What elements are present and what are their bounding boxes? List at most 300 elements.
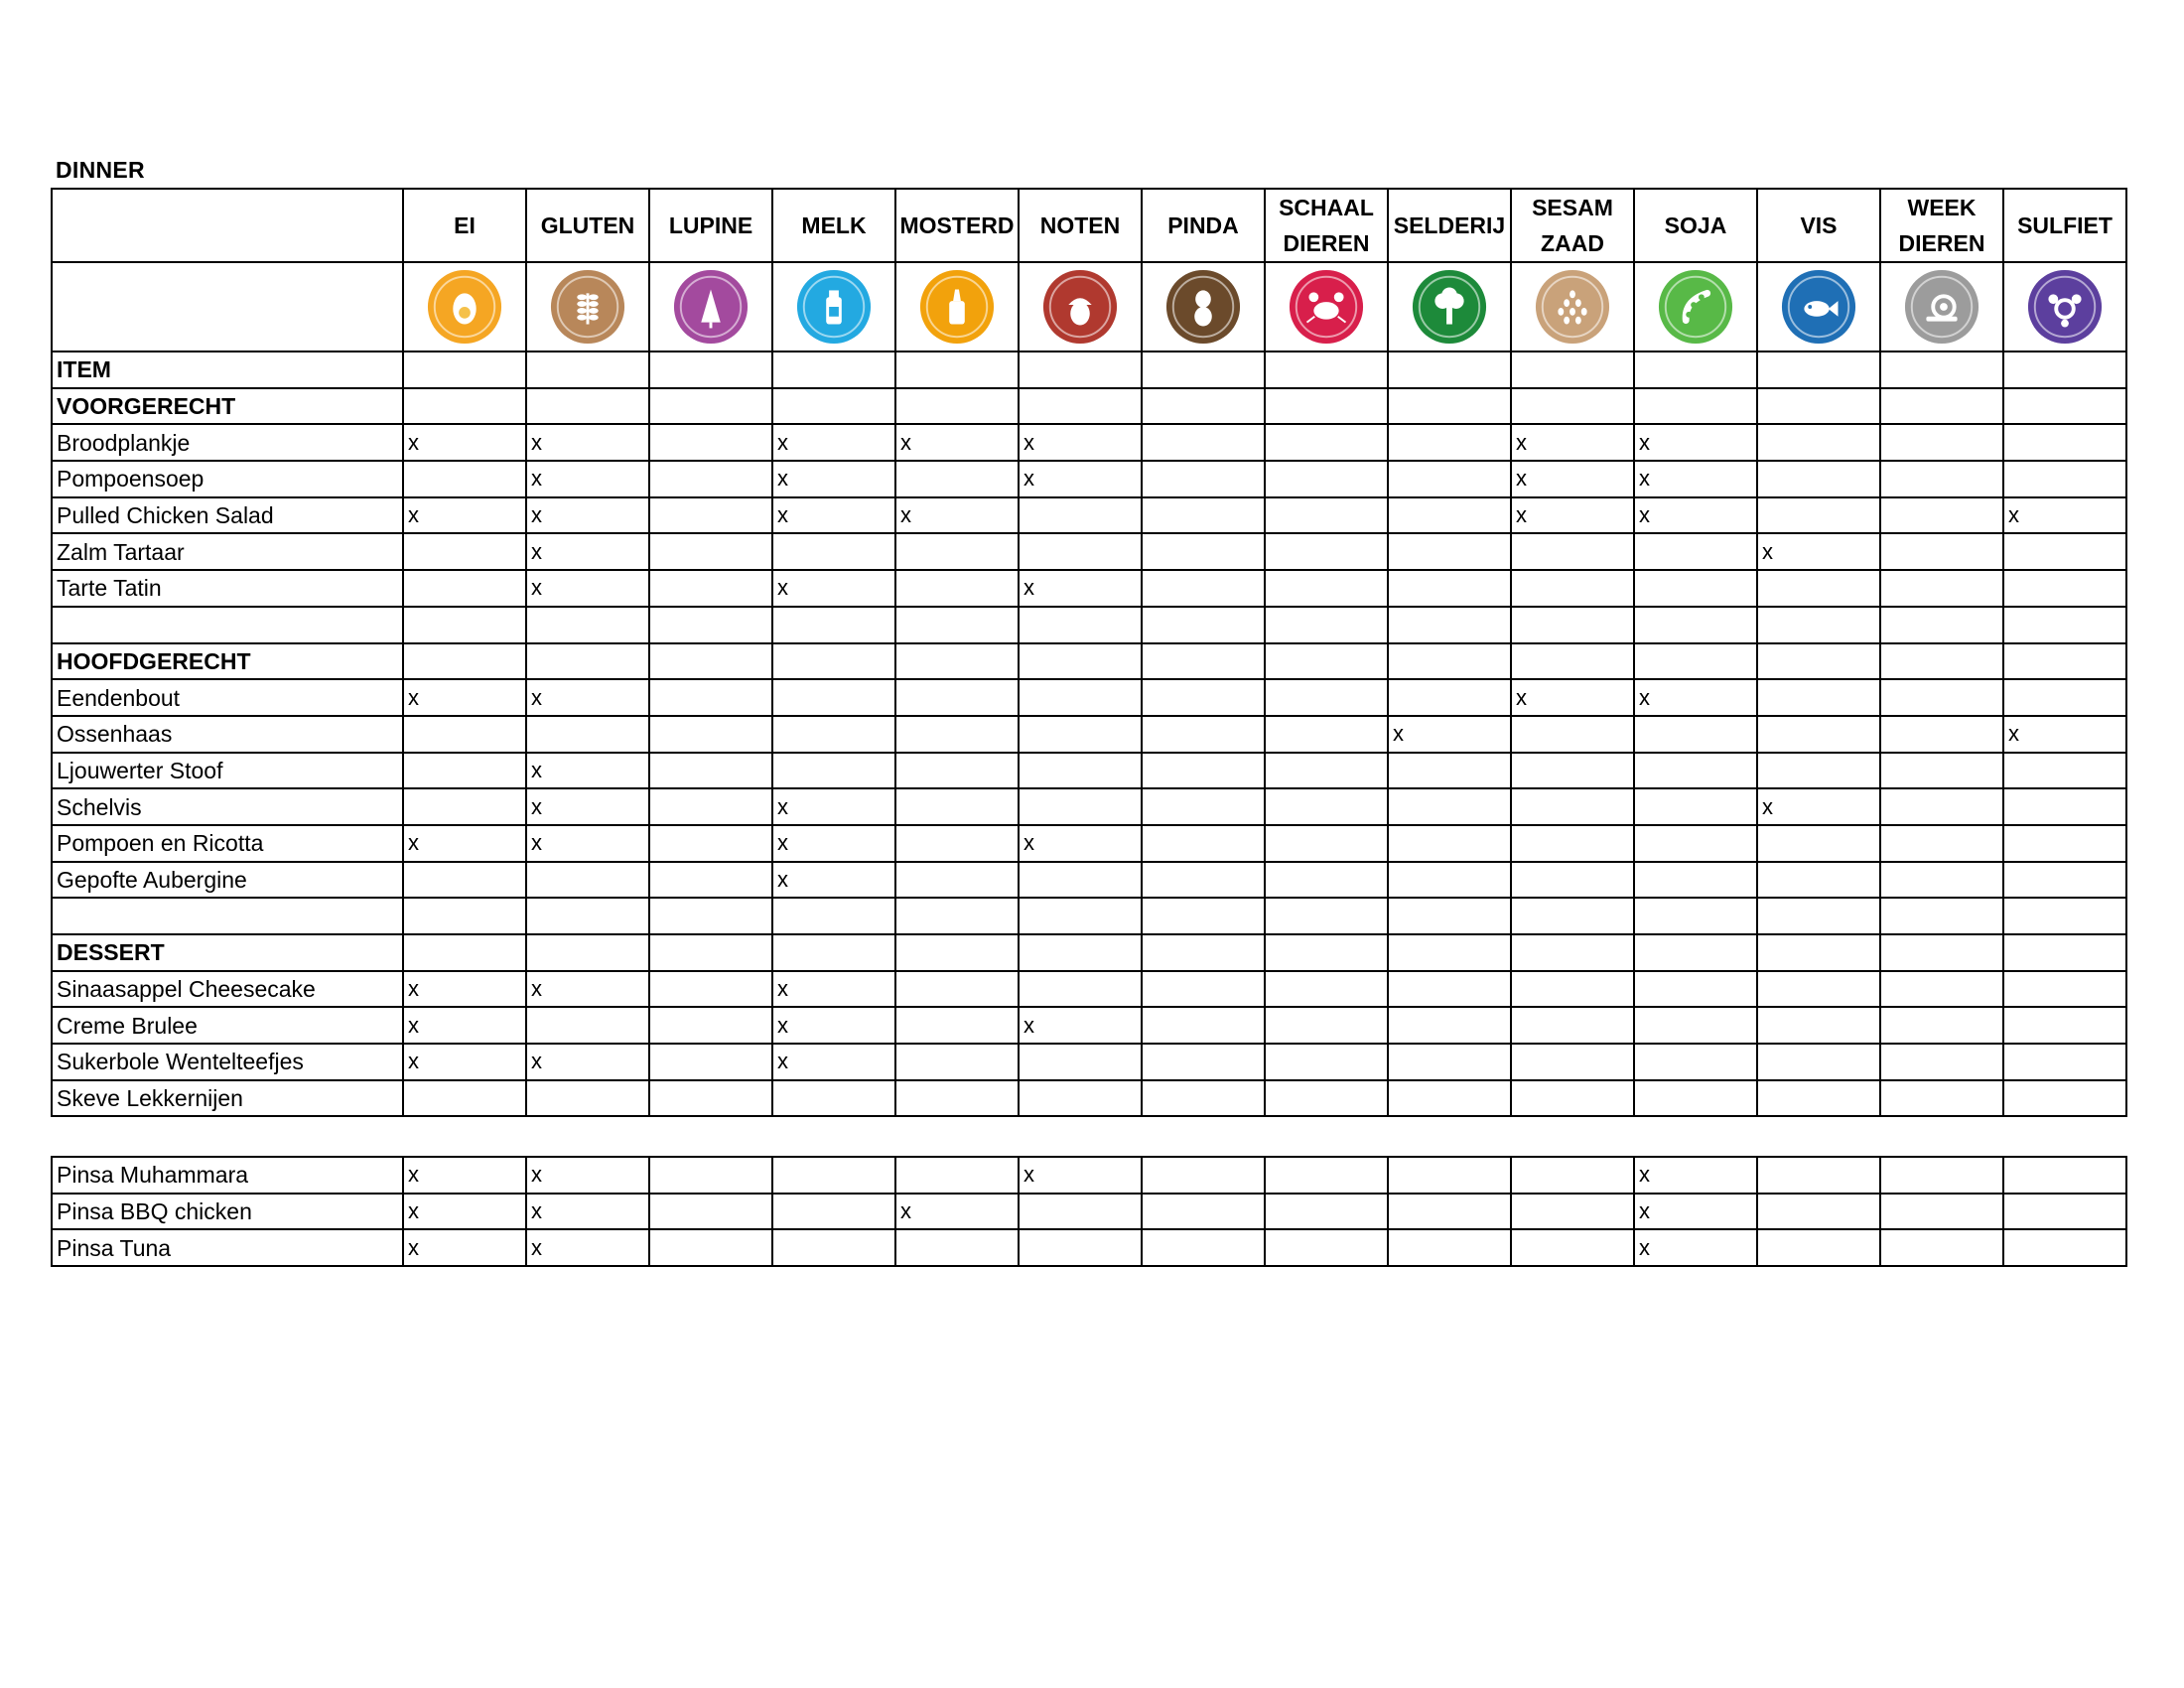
allergen-mark-cell — [526, 1007, 649, 1044]
menu-item-row — [52, 424, 2126, 461]
allergen-mark-cell — [1142, 788, 1265, 825]
crab-icon — [1288, 268, 1365, 346]
allergen-mark-cell — [1142, 424, 1265, 461]
menu-item-name: Tarte Tatin — [52, 570, 403, 607]
allergen-mark-cell: x — [526, 1157, 649, 1194]
allergen-mark-cell — [1634, 643, 1757, 680]
allergen-mark-cell — [1757, 461, 1880, 497]
allergen-mark-cell — [649, 352, 772, 388]
allergen-mark-cell — [1757, 862, 1880, 899]
allergen-mark-cell — [772, 607, 895, 643]
allergen-mark-cell — [649, 679, 772, 716]
allergen-mark-cell — [1142, 679, 1265, 716]
blank-row — [52, 607, 2126, 643]
icon-corner-cell — [52, 262, 403, 352]
allergen-mark-cell — [895, 825, 1019, 862]
allergen-mark-cell — [2003, 1194, 2126, 1230]
allergen-mark-cell — [1019, 388, 1142, 425]
allergen-header-label: SOJA — [1664, 212, 1727, 238]
allergen-mark-cell: x — [403, 424, 526, 461]
allergen-mark-cell — [1265, 1194, 1388, 1230]
allergen-mark-cell: x — [1634, 1157, 1757, 1194]
menu-item-name: Ossenhaas — [52, 716, 403, 753]
allergen-header-melk — [772, 189, 895, 262]
allergen-mark-cell — [895, 753, 1019, 789]
allergen-header-label: DIEREN — [1898, 230, 1985, 256]
allergen-mark-cell: x — [1019, 1157, 1142, 1194]
allergen-mark-cell: x — [403, 497, 526, 534]
allergen-icon-cell — [895, 262, 1019, 352]
allergen-mark-cell: x — [1511, 461, 1634, 497]
allergen-icon-cell — [1019, 262, 1142, 352]
allergen-mark-cell — [526, 898, 649, 934]
allergen-mark-cell — [649, 607, 772, 643]
allergen-mark-cell — [1880, 461, 2003, 497]
allergen-mark-cell: x — [772, 461, 895, 497]
allergen-mark-cell — [649, 1080, 772, 1117]
sulphite-molecule-icon — [2026, 268, 2104, 346]
allergen-mark-cell — [1511, 533, 1634, 570]
allergen-mark-cell — [1142, 497, 1265, 534]
allergen-mark-cell — [1634, 352, 1757, 388]
allergen-header-label: DIEREN — [1283, 230, 1370, 256]
allergen-mark-cell — [649, 788, 772, 825]
allergen-mark-cell — [649, 1007, 772, 1044]
nut-icon — [1041, 268, 1119, 346]
allergen-mark-cell — [649, 497, 772, 534]
allergen-mark-cell — [403, 461, 526, 497]
allergen-mark-cell — [772, 934, 895, 971]
allergen-mark-cell — [1265, 1007, 1388, 1044]
allergen-mark-cell — [1265, 1080, 1388, 1117]
allergen-mark-cell: x — [772, 424, 895, 461]
allergen-mark-cell — [1880, 1080, 2003, 1117]
allergen-mark-cell — [649, 1157, 772, 1194]
menu-item-row — [52, 825, 2126, 862]
section-row — [52, 388, 2126, 425]
section-heading: VOORGERECHT — [52, 388, 403, 425]
section-row — [52, 352, 2126, 388]
sesame-seeds-icon — [1534, 268, 1611, 346]
allergen-mark-cell — [1019, 934, 1142, 971]
menu-item-name: Gepofte Aubergine — [52, 862, 403, 899]
menu-item-name: Sukerbole Wentelteefjes — [52, 1044, 403, 1080]
menu-item-name — [52, 898, 403, 934]
allergen-mark-cell: x — [526, 533, 649, 570]
allergen-header-sesam-zaad — [1511, 189, 1634, 262]
allergen-mark-cell — [1265, 607, 1388, 643]
allergen-mark-cell — [649, 643, 772, 680]
allergen-header-sulfiet — [2003, 189, 2126, 262]
allergen-mark-cell — [1019, 607, 1142, 643]
allergen-mark-cell: x — [772, 1007, 895, 1044]
allergen-mark-cell — [1880, 825, 2003, 862]
allergen-icon-row — [52, 262, 2126, 352]
pinsa-items-body — [52, 1157, 2126, 1266]
allergen-icon-cell — [1634, 262, 1757, 352]
allergen-mark-cell — [1757, 497, 1880, 534]
allergen-mark-cell — [1757, 825, 1880, 862]
allergen-mark-cell — [1265, 898, 1388, 934]
allergen-header-label: MOSTERD — [899, 212, 1015, 238]
allergen-mark-cell — [1388, 862, 1511, 899]
allergen-mark-cell — [2003, 1229, 2126, 1266]
allergen-mark-cell — [1634, 971, 1757, 1008]
allergen-mark-cell — [1388, 788, 1511, 825]
allergen-mark-cell — [1880, 753, 2003, 789]
allergen-mark-cell — [895, 461, 1019, 497]
allergen-mark-cell — [1019, 1080, 1142, 1117]
menu-item-row — [52, 1007, 2126, 1044]
menu-item-row — [52, 788, 2126, 825]
allergen-mark-cell — [1388, 825, 1511, 862]
allergen-mark-cell — [1757, 898, 1880, 934]
allergen-mark-cell: x — [526, 825, 649, 862]
allergen-mark-cell: x — [403, 971, 526, 1008]
fish-icon — [1780, 268, 1857, 346]
celery-icon — [1411, 268, 1488, 346]
allergen-mark-cell — [1142, 643, 1265, 680]
allergen-header-label: SULFIET — [2017, 212, 2113, 238]
allergen-mark-cell — [1388, 1157, 1511, 1194]
allergen-mark-cell: x — [772, 825, 895, 862]
allergen-mark-cell — [895, 1157, 1019, 1194]
allergen-mark-cell — [649, 1229, 772, 1266]
menu-item-name: Ljouwerter Stoof — [52, 753, 403, 789]
allergen-mark-cell — [2003, 753, 2126, 789]
allergen-mark-cell — [1634, 825, 1757, 862]
allergen-mark-cell — [1511, 716, 1634, 753]
allergen-header-label: VIS — [1800, 212, 1838, 238]
allergen-mark-cell: x — [1634, 1229, 1757, 1266]
menu-item-name: Schelvis — [52, 788, 403, 825]
blank-row — [52, 898, 2126, 934]
menu-item-name: Pinsa Muhammara — [52, 1157, 403, 1194]
allergen-mark-cell — [2003, 1080, 2126, 1117]
allergen-mark-cell — [403, 934, 526, 971]
allergen-mark-cell — [1142, 1157, 1265, 1194]
allergen-mark-cell — [2003, 862, 2126, 899]
section-row — [52, 643, 2126, 680]
allergen-mark-cell — [2003, 607, 2126, 643]
allergen-mark-cell: x — [895, 424, 1019, 461]
allergen-header-week-dieren — [1880, 189, 2003, 262]
allergen-mark-cell — [1757, 971, 1880, 1008]
allergen-mark-cell — [403, 716, 526, 753]
allergen-mark-cell — [1388, 753, 1511, 789]
allergen-mark-cell — [403, 1080, 526, 1117]
allergen-mark-cell — [895, 716, 1019, 753]
allergen-mark-cell: x — [403, 825, 526, 862]
allergen-mark-cell — [1019, 352, 1142, 388]
allergen-header-label: GLUTEN — [540, 212, 635, 238]
menu-items-body — [52, 352, 2126, 1116]
menu-item-row — [52, 461, 2126, 497]
allergen-mark-cell — [1265, 679, 1388, 716]
allergen-mark-cell — [1757, 643, 1880, 680]
allergen-mark-cell — [1142, 570, 1265, 607]
allergen-mark-cell — [1511, 352, 1634, 388]
menu-item-name: Zalm Tartaar — [52, 533, 403, 570]
allergen-mark-cell — [895, 1080, 1019, 1117]
allergen-mark-cell: x — [526, 570, 649, 607]
allergen-mark-cell — [1019, 533, 1142, 570]
allergen-mark-cell — [1019, 679, 1142, 716]
allergen-mark-cell — [1388, 971, 1511, 1008]
snail-icon — [1903, 268, 1980, 346]
allergen-mark-cell — [649, 898, 772, 934]
allergen-mark-cell — [1142, 533, 1265, 570]
allergen-icon-cell — [1265, 262, 1388, 352]
allergen-mark-cell: x — [1388, 716, 1511, 753]
allergen-mark-cell — [895, 971, 1019, 1008]
allergen-mark-cell — [2003, 570, 2126, 607]
allergen-mark-cell — [772, 753, 895, 789]
allergen-mark-cell — [1265, 1157, 1388, 1194]
allergen-mark-cell — [1880, 643, 2003, 680]
allergen-mark-cell — [895, 1007, 1019, 1044]
allergen-mark-cell — [1019, 753, 1142, 789]
allergen-mark-cell — [649, 1194, 772, 1230]
allergen-mark-cell — [1511, 934, 1634, 971]
allergen-mark-cell — [1757, 607, 1880, 643]
allergen-mark-cell — [1019, 1229, 1142, 1266]
menu-item-name: Pinsa BBQ chicken — [52, 1194, 403, 1230]
allergen-header-noten — [1019, 189, 1142, 262]
allergen-mark-cell — [772, 1080, 895, 1117]
allergen-mark-cell — [1142, 971, 1265, 1008]
allergen-mark-cell — [1265, 424, 1388, 461]
allergen-mark-cell: x — [403, 1007, 526, 1044]
allergen-mark-cell — [895, 679, 1019, 716]
allergen-mark-cell — [1388, 424, 1511, 461]
allergen-mark-cell — [1511, 825, 1634, 862]
allergen-mark-cell — [1265, 352, 1388, 388]
allergen-mark-cell — [1388, 570, 1511, 607]
allergen-mark-cell — [1880, 716, 2003, 753]
allergen-mark-cell — [1880, 570, 2003, 607]
allergen-mark-cell — [1880, 679, 2003, 716]
allergen-header-label: SCHAAL — [1279, 195, 1374, 220]
allergen-mark-cell — [649, 461, 772, 497]
allergen-mark-cell: x — [1019, 461, 1142, 497]
allergen-mark-cell — [1757, 1044, 1880, 1080]
allergen-mark-cell — [1388, 607, 1511, 643]
peanut-icon — [1164, 268, 1242, 346]
header-corner-cell — [52, 189, 403, 262]
allergen-mark-cell: x — [526, 1044, 649, 1080]
allergen-mark-cell — [1142, 352, 1265, 388]
allergen-mark-cell — [1265, 461, 1388, 497]
allergen-mark-cell — [2003, 461, 2126, 497]
allergen-mark-cell — [1388, 1044, 1511, 1080]
allergen-mark-cell — [895, 533, 1019, 570]
allergen-mark-cell — [649, 1044, 772, 1080]
allergen-mark-cell — [2003, 352, 2126, 388]
allergen-mark-cell — [1757, 352, 1880, 388]
allergen-mark-cell — [1880, 788, 2003, 825]
allergen-mark-cell: x — [772, 497, 895, 534]
allergen-mark-cell — [1634, 753, 1757, 789]
allergen-mark-cell — [1757, 934, 1880, 971]
allergen-mark-cell — [1511, 1007, 1634, 1044]
allergen-mark-cell — [772, 1194, 895, 1230]
menu-item-row — [52, 570, 2126, 607]
allergen-mark-cell — [1142, 461, 1265, 497]
allergen-mark-cell: x — [1757, 533, 1880, 570]
allergen-mark-cell: x — [2003, 716, 2126, 753]
allergen-header-label: PINDA — [1167, 212, 1239, 238]
allergen-mark-cell: x — [772, 862, 895, 899]
milk-bottle-icon — [795, 268, 873, 346]
allergen-mark-cell: x — [526, 1229, 649, 1266]
allergen-mark-cell — [1265, 934, 1388, 971]
allergen-mark-cell — [403, 862, 526, 899]
allergen-mark-cell — [772, 1157, 895, 1194]
allergen-mark-cell — [895, 1044, 1019, 1080]
menu-item-row — [52, 716, 2126, 753]
allergen-mark-cell: x — [772, 788, 895, 825]
allergen-header-label: SELDERIJ — [1393, 212, 1506, 238]
allergen-mark-cell — [1757, 679, 1880, 716]
allergen-mark-cell — [649, 971, 772, 1008]
allergen-mark-cell: x — [1634, 424, 1757, 461]
allergen-mark-cell: x — [1757, 788, 1880, 825]
allergen-mark-cell — [1757, 1157, 1880, 1194]
allergen-mark-cell: x — [1634, 497, 1757, 534]
allergen-mark-cell — [772, 352, 895, 388]
allergen-mark-cell: x — [1634, 461, 1757, 497]
allergen-mark-cell — [1142, 934, 1265, 971]
allergen-mark-cell — [1019, 1044, 1142, 1080]
menu-item-row — [52, 862, 2126, 899]
allergen-mark-cell — [1511, 1044, 1634, 1080]
allergen-mark-cell — [772, 716, 895, 753]
allergen-mark-cell: x — [403, 1194, 526, 1230]
allergen-mark-cell — [1880, 533, 2003, 570]
allergen-mark-cell — [1019, 716, 1142, 753]
menu-item-row — [52, 753, 2126, 789]
allergen-mark-cell — [772, 898, 895, 934]
allergen-mark-cell — [649, 825, 772, 862]
allergen-mark-cell — [1388, 533, 1511, 570]
allergen-mark-cell — [1511, 971, 1634, 1008]
allergen-mark-cell: x — [1019, 825, 1142, 862]
allergen-mark-cell — [1388, 898, 1511, 934]
allergen-mark-cell — [1388, 1194, 1511, 1230]
allergen-mark-cell — [1634, 570, 1757, 607]
allergen-mark-cell — [895, 898, 1019, 934]
allergen-mark-cell — [1634, 388, 1757, 425]
allergen-header-vis — [1757, 189, 1880, 262]
allergen-header-label: EI — [454, 212, 476, 238]
allergen-icon-cell — [1142, 262, 1265, 352]
allergen-mark-cell — [1388, 1229, 1511, 1266]
allergen-mark-cell — [526, 643, 649, 680]
allergen-mark-cell: x — [772, 570, 895, 607]
allergen-mark-cell — [403, 898, 526, 934]
allergen-mark-cell — [895, 862, 1019, 899]
menu-item-name: Pulled Chicken Salad — [52, 497, 403, 534]
allergen-header-pinda — [1142, 189, 1265, 262]
allergen-mark-cell — [895, 643, 1019, 680]
allergen-header-label: SESAM — [1532, 195, 1613, 220]
allergen-mark-cell — [895, 388, 1019, 425]
allergen-mark-cell: x — [1019, 1007, 1142, 1044]
section-heading: DESSERT — [52, 934, 403, 971]
section-heading: HOOFDGERECHT — [52, 643, 403, 680]
section-heading: ITEM — [52, 352, 403, 388]
allergen-mark-cell — [2003, 424, 2126, 461]
allergen-mark-cell — [649, 862, 772, 899]
allergen-icon-cell — [1511, 262, 1634, 352]
allergen-mark-cell — [1634, 716, 1757, 753]
allergen-mark-cell — [1634, 788, 1757, 825]
allergen-mark-cell — [895, 607, 1019, 643]
allergen-mark-cell — [526, 388, 649, 425]
allergen-mark-cell — [1019, 497, 1142, 534]
allergen-icon-cell — [526, 262, 649, 352]
allergen-mark-cell — [526, 352, 649, 388]
allergen-mark-cell — [1757, 1080, 1880, 1117]
allergen-table — [51, 188, 2127, 1117]
allergen-mark-cell — [1265, 1044, 1388, 1080]
allergen-mark-cell: x — [526, 753, 649, 789]
allergen-mark-cell — [1511, 1194, 1634, 1230]
allergen-mark-cell — [1757, 1229, 1880, 1266]
menu-item-row — [52, 1044, 2126, 1080]
allergen-mark-cell — [2003, 388, 2126, 425]
allergen-mark-cell — [772, 1229, 895, 1266]
egg-icon — [426, 268, 503, 346]
allergen-mark-cell — [1634, 607, 1757, 643]
allergen-mark-cell — [403, 570, 526, 607]
allergen-mark-cell — [1511, 1080, 1634, 1117]
allergen-mark-cell — [1142, 898, 1265, 934]
allergen-mark-cell — [2003, 934, 2126, 971]
allergen-mark-cell — [1019, 788, 1142, 825]
allergen-mark-cell: x — [526, 971, 649, 1008]
allergen-mark-cell — [1142, 825, 1265, 862]
allergen-mark-cell — [649, 716, 772, 753]
allergen-mark-cell — [1265, 388, 1388, 425]
sheet-title: DINNER — [56, 157, 145, 183]
menu-item-row — [52, 533, 2126, 570]
allergen-header-label: NOTEN — [1039, 212, 1121, 238]
allergen-mark-cell — [1142, 1007, 1265, 1044]
allergen-mark-cell — [403, 753, 526, 789]
allergen-mark-cell — [1757, 388, 1880, 425]
allergen-icon-cell — [772, 262, 895, 352]
allergen-mark-cell: x — [772, 1044, 895, 1080]
allergen-mark-cell — [772, 679, 895, 716]
allergen-mark-cell — [1142, 753, 1265, 789]
allergen-mark-cell — [1142, 607, 1265, 643]
allergen-mark-cell — [1511, 1157, 1634, 1194]
allergen-mark-cell — [1511, 643, 1634, 680]
allergen-mark-cell — [772, 533, 895, 570]
allergen-mark-cell — [1880, 424, 2003, 461]
allergen-icon-cell — [403, 262, 526, 352]
allergen-mark-cell — [1265, 1229, 1388, 1266]
allergen-mark-cell — [1511, 570, 1634, 607]
allergen-mark-cell: x — [403, 1157, 526, 1194]
allergen-mark-cell: x — [403, 679, 526, 716]
allergen-mark-cell: x — [526, 679, 649, 716]
allergen-mark-cell — [649, 934, 772, 971]
allergen-mark-cell — [1757, 716, 1880, 753]
allergen-mark-cell — [1388, 643, 1511, 680]
